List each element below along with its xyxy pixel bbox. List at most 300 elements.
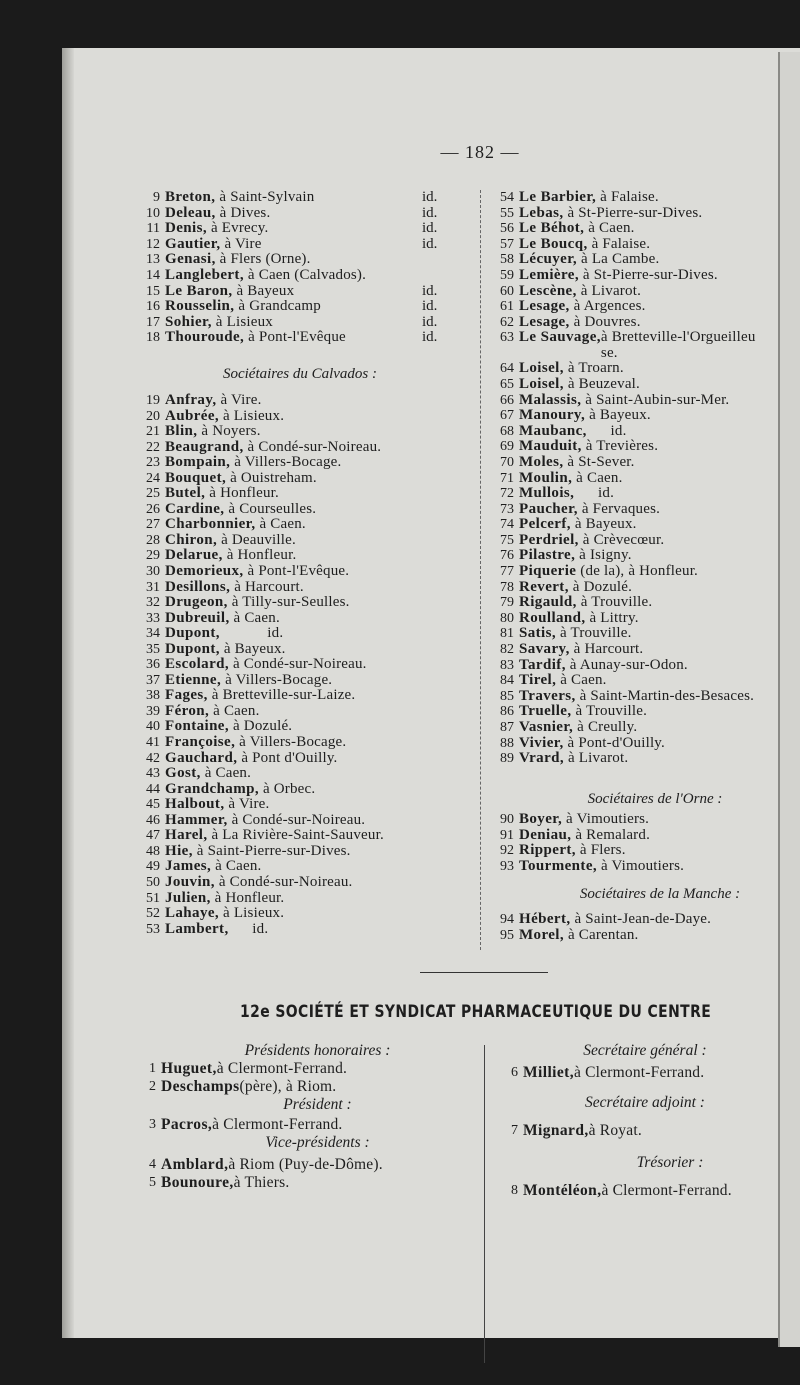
member-row bbox=[488, 704, 778, 720]
member-name: Rigauld, bbox=[519, 594, 577, 611]
member-row bbox=[134, 595, 479, 611]
member-name: Lécuyer, bbox=[519, 251, 578, 268]
member-name: Charbonnier, bbox=[165, 516, 256, 533]
member-row bbox=[488, 377, 778, 393]
member-name: Loisel, bbox=[519, 360, 564, 377]
officer-name: Pacros, bbox=[161, 1116, 213, 1133]
member-place: à Livarot. bbox=[576, 282, 642, 299]
member-place: à Crèvecœur. bbox=[578, 531, 665, 548]
member-place: id. bbox=[228, 920, 269, 937]
member-name: Roulland, bbox=[519, 609, 586, 626]
member-place: à Flers (Orne). bbox=[215, 251, 311, 268]
member-name: Lahaye, bbox=[165, 905, 220, 922]
member-number: 20 bbox=[146, 408, 160, 424]
member-place: à Courseulles. bbox=[224, 500, 317, 517]
member-number: 36 bbox=[146, 657, 160, 673]
member-place: à Honfleur. bbox=[205, 485, 279, 502]
member-number: 22 bbox=[146, 439, 160, 455]
member-name: Jouvin, bbox=[165, 873, 215, 890]
member-row bbox=[134, 330, 474, 346]
member-number: 90 bbox=[500, 812, 514, 827]
member-name: Maubanc, bbox=[519, 422, 587, 439]
bottom-left-officers bbox=[130, 1042, 475, 1192]
member-row bbox=[488, 642, 778, 658]
member-row bbox=[134, 719, 479, 735]
member-name: Lebas, bbox=[519, 204, 564, 221]
member-number: 53 bbox=[146, 921, 160, 937]
member-number: 54 bbox=[500, 190, 514, 205]
member-number: 46 bbox=[146, 812, 160, 828]
member-place: à Saint-Pierre-sur-Dives. bbox=[192, 842, 351, 859]
member-number: 12 bbox=[146, 236, 160, 252]
member-number: 45 bbox=[146, 797, 160, 813]
manche-member-list bbox=[488, 912, 778, 943]
member-place: à Condé-sur-Noireau. bbox=[229, 656, 367, 673]
member-number: 80 bbox=[500, 610, 514, 626]
section-rule bbox=[420, 972, 548, 973]
officer-place: à Clermont-Ferrand. bbox=[573, 1064, 705, 1081]
member-name: Pelcerf, bbox=[519, 516, 571, 533]
officer-number: 1 bbox=[149, 1061, 156, 1076]
officer-name: Huguet, bbox=[161, 1060, 217, 1077]
member-row bbox=[488, 611, 778, 627]
member-name: Cardine, bbox=[165, 500, 225, 517]
officer-number: 2 bbox=[149, 1079, 156, 1094]
member-name: Travers, bbox=[519, 687, 576, 704]
member-row bbox=[488, 268, 778, 284]
member-place: à Falaise. bbox=[596, 190, 659, 205]
member-row bbox=[134, 237, 474, 253]
member-number: 28 bbox=[146, 532, 160, 548]
member-row bbox=[134, 657, 479, 673]
member-row bbox=[134, 673, 479, 689]
member-row bbox=[134, 455, 479, 471]
member-number: 58 bbox=[500, 252, 514, 268]
member-place: à Trouville. bbox=[571, 703, 648, 720]
member-place: à Remalard. bbox=[571, 826, 651, 843]
member-number: 32 bbox=[146, 595, 160, 611]
section-title: 12e SOCIÉTÉ ET SYNDICAT PHARMACEUTIQUE DU CENTRE bbox=[240, 1002, 712, 1022]
member-row bbox=[134, 284, 474, 300]
member-place: à Honfleur. bbox=[210, 889, 285, 906]
member-number: 57 bbox=[500, 236, 514, 252]
member-name: Vrard, bbox=[519, 750, 565, 767]
member-name: Piquerie bbox=[519, 563, 577, 580]
officer-number: 7 bbox=[511, 1123, 518, 1138]
member-number: 92 bbox=[500, 843, 514, 859]
member-name: Rippert, bbox=[519, 842, 576, 859]
member-place: id. bbox=[586, 422, 627, 439]
member-id-mark: id. bbox=[422, 329, 438, 346]
member-place: à Livarot. bbox=[564, 750, 629, 767]
member-name: Julien, bbox=[165, 889, 211, 906]
member-id-mark: id. bbox=[422, 189, 438, 205]
member-row bbox=[134, 409, 479, 425]
member-row bbox=[488, 595, 778, 611]
member-name: Demorieux, bbox=[165, 563, 244, 580]
member-number: 78 bbox=[500, 579, 514, 595]
member-number: 61 bbox=[500, 299, 514, 315]
member-name: Lemière, bbox=[519, 266, 579, 283]
member-row bbox=[134, 626, 479, 642]
member-place: à Pont d'Ouilly. bbox=[237, 749, 338, 766]
member-number: 25 bbox=[146, 486, 160, 502]
column-divider bbox=[480, 190, 481, 950]
member-place: à Caen. bbox=[209, 702, 260, 719]
officer-place: à Royat. bbox=[588, 1122, 642, 1139]
member-name: Le Barbier, bbox=[519, 190, 597, 205]
member-number: 41 bbox=[146, 735, 160, 751]
member-place: à Vimoutiers. bbox=[597, 857, 685, 874]
member-place: à Deauville. bbox=[217, 531, 296, 548]
member-number: 39 bbox=[146, 703, 160, 719]
officer-place: (père), à Riom. bbox=[239, 1078, 337, 1095]
member-row bbox=[488, 673, 778, 689]
member-number: 35 bbox=[146, 641, 160, 657]
member-row bbox=[134, 859, 479, 875]
member-number: 87 bbox=[500, 720, 514, 735]
member-name: Genasi, bbox=[165, 251, 216, 268]
orne-member-list bbox=[488, 812, 778, 874]
member-name: Paucher, bbox=[519, 500, 578, 517]
member-number: 49 bbox=[146, 859, 160, 875]
member-name: Vasnier, bbox=[519, 719, 574, 735]
member-name: Hie, bbox=[165, 842, 193, 859]
member-name: Dupont, bbox=[165, 640, 220, 657]
member-name: Aubrée, bbox=[165, 407, 220, 424]
member-place: à Saint-Jean-de-Daye. bbox=[570, 912, 712, 927]
member-number: 75 bbox=[500, 532, 514, 548]
member-row bbox=[134, 751, 479, 767]
member-number: 60 bbox=[500, 283, 514, 299]
member-number: 19 bbox=[146, 393, 160, 408]
member-row bbox=[134, 906, 479, 922]
member-number: 66 bbox=[500, 392, 514, 408]
officer-row bbox=[130, 1174, 475, 1192]
member-number: 48 bbox=[146, 843, 160, 859]
member-place: à Tilly-sur-Seulles. bbox=[227, 594, 350, 611]
member-name: Revert, bbox=[519, 578, 569, 595]
member-number: 59 bbox=[500, 267, 514, 283]
member-row bbox=[488, 812, 778, 828]
officer-place: à Clermont-Ferrand. bbox=[216, 1060, 348, 1077]
member-row bbox=[488, 408, 778, 424]
member-place: à Dozulé. bbox=[229, 718, 293, 735]
member-row bbox=[134, 221, 474, 237]
officer-name: Deschamps bbox=[161, 1078, 240, 1095]
member-name: Lesage, bbox=[519, 298, 570, 315]
member-number: 42 bbox=[146, 750, 160, 766]
member-number: 30 bbox=[146, 564, 160, 580]
officer-number: 3 bbox=[149, 1117, 156, 1132]
member-row bbox=[488, 736, 778, 752]
member-row bbox=[488, 517, 778, 533]
member-number: 43 bbox=[146, 766, 160, 782]
member-number: 81 bbox=[500, 626, 514, 642]
member-place: à Douvres. bbox=[569, 313, 641, 330]
officer-name: Bounoure, bbox=[161, 1174, 234, 1191]
member-row bbox=[134, 299, 474, 315]
member-row bbox=[134, 548, 479, 564]
member-name: Grandchamp, bbox=[165, 780, 259, 797]
officer-row bbox=[492, 1122, 778, 1140]
member-name: Féron, bbox=[165, 702, 210, 719]
member-number: 94 bbox=[500, 912, 514, 927]
member-number: 69 bbox=[500, 439, 514, 455]
member-name: Halbout, bbox=[165, 796, 225, 813]
member-row bbox=[134, 440, 479, 456]
member-place: à Lisieux. bbox=[219, 407, 285, 424]
officer-name: Milliet, bbox=[523, 1064, 574, 1081]
member-row bbox=[488, 751, 778, 767]
page-number: — 182 — bbox=[440, 142, 520, 162]
member-place: à Condé-sur-Noireau. bbox=[243, 438, 382, 455]
officer-row bbox=[492, 1064, 778, 1082]
member-row bbox=[488, 190, 778, 206]
member-name: Truelle, bbox=[519, 703, 572, 720]
member-row bbox=[134, 797, 479, 813]
member-place: à St-Pierre-sur-Dives. bbox=[563, 204, 703, 221]
member-number: 18 bbox=[146, 330, 160, 346]
officer-place: à Clermont-Ferrand. bbox=[212, 1116, 343, 1133]
member-row bbox=[488, 471, 778, 487]
member-name: Beaugrand, bbox=[165, 438, 244, 455]
officer-row bbox=[130, 1078, 475, 1096]
member-name: Le Boucq, bbox=[519, 235, 588, 252]
member-name: Delarue, bbox=[165, 547, 223, 564]
member-row bbox=[488, 299, 778, 315]
orne-subheading: Sociétaires de l'Orne : bbox=[587, 791, 723, 807]
member-place: à Caen. bbox=[584, 220, 635, 237]
member-number: 23 bbox=[146, 455, 160, 471]
member-place: à Vire bbox=[220, 235, 262, 252]
page-spine-shadow bbox=[62, 48, 74, 1338]
member-name: Sohier, bbox=[165, 313, 212, 330]
left-member-list bbox=[134, 393, 479, 937]
member-number: 72 bbox=[500, 486, 514, 502]
member-name: Hébert, bbox=[519, 912, 571, 927]
member-place: à Pont-d'Ouilly. bbox=[563, 734, 665, 751]
member-name: Morel, bbox=[519, 926, 565, 943]
member-name: Lambert, bbox=[165, 920, 229, 937]
member-number: 63 bbox=[500, 330, 514, 346]
left-top-list bbox=[134, 190, 474, 346]
member-row bbox=[488, 626, 778, 642]
member-name: Malassis, bbox=[519, 391, 582, 408]
member-place: à Saint-Sylvain bbox=[215, 189, 315, 205]
member-place: à Villers-Bocage. bbox=[230, 454, 342, 471]
member-name: Moles, bbox=[519, 453, 564, 470]
member-number: 64 bbox=[500, 361, 514, 377]
officer-number: 8 bbox=[511, 1183, 518, 1198]
member-row bbox=[134, 393, 479, 409]
member-place: à Evrecy. bbox=[207, 220, 269, 237]
member-name: Tardif, bbox=[519, 656, 566, 673]
member-name: Dubreuil, bbox=[165, 609, 230, 626]
member-place: à Bayeux bbox=[232, 282, 295, 299]
member-number: 67 bbox=[500, 408, 514, 424]
member-id-mark: id. bbox=[422, 204, 438, 221]
member-number: 44 bbox=[146, 781, 160, 797]
member-row bbox=[134, 766, 479, 782]
member-row bbox=[488, 859, 778, 875]
member-row bbox=[488, 548, 778, 564]
member-place: à La Rivière-Saint-Sauveur. bbox=[207, 827, 384, 844]
member-name: Dupont, bbox=[165, 625, 220, 642]
member-name: Manoury, bbox=[519, 407, 586, 424]
member-place: à Bayeux. bbox=[585, 407, 651, 424]
member-number: 55 bbox=[500, 205, 514, 221]
member-name: Gauchard, bbox=[165, 749, 238, 766]
member-place: à St-Pierre-sur-Dives. bbox=[578, 266, 718, 283]
member-row bbox=[134, 206, 474, 222]
presidents-honoraires-label: Présidents honoraires : bbox=[244, 1042, 391, 1059]
member-number: 24 bbox=[146, 470, 160, 486]
member-row bbox=[134, 782, 479, 798]
member-number: 27 bbox=[146, 517, 160, 533]
member-row bbox=[134, 315, 474, 331]
member-row bbox=[134, 252, 474, 268]
member-place: à Honfleur. bbox=[222, 547, 297, 564]
member-name: Tirel, bbox=[519, 672, 557, 689]
officer-number: 4 bbox=[149, 1157, 156, 1172]
member-row bbox=[488, 564, 778, 580]
member-place: à Harcourt. bbox=[230, 578, 304, 595]
member-name: Denis, bbox=[165, 220, 207, 237]
member-row bbox=[488, 580, 778, 596]
officer-name: Amblard, bbox=[161, 1156, 229, 1173]
member-name: Anfray, bbox=[165, 392, 217, 408]
member-row bbox=[134, 268, 474, 284]
member-place: à Villers-Bocage. bbox=[235, 734, 347, 751]
member-name: Lesage, bbox=[519, 313, 570, 330]
member-place: id. bbox=[574, 485, 615, 502]
member-row bbox=[488, 424, 778, 440]
member-row bbox=[488, 455, 778, 471]
member-row bbox=[488, 284, 778, 300]
member-name: Bompain, bbox=[165, 454, 231, 471]
member-name: Satis, bbox=[519, 625, 556, 642]
member-place: à Falaise. bbox=[587, 235, 651, 252]
member-row bbox=[134, 642, 479, 658]
member-place: à Bretteville-sur-Laize. bbox=[207, 687, 356, 704]
member-number: 50 bbox=[146, 874, 160, 890]
member-place: à Troarn. bbox=[563, 360, 624, 377]
member-number: 31 bbox=[146, 579, 160, 595]
right-member-list bbox=[488, 190, 778, 767]
member-number: 29 bbox=[146, 548, 160, 564]
member-name: Hammer, bbox=[165, 811, 228, 828]
member-id-mark: id. bbox=[422, 235, 438, 252]
member-row bbox=[134, 844, 479, 860]
member-number: 52 bbox=[146, 906, 160, 922]
manche-subheading: Sociétaires de la Manche : bbox=[579, 886, 741, 902]
member-name: Moulin, bbox=[519, 469, 573, 486]
member-row bbox=[134, 611, 479, 627]
member-place: à Creully. bbox=[573, 719, 638, 735]
member-row bbox=[134, 502, 479, 518]
bottom-right-officers bbox=[492, 1042, 778, 1200]
member-row bbox=[488, 252, 778, 268]
member-place: à Caen. bbox=[255, 516, 306, 533]
officer-row bbox=[130, 1060, 475, 1078]
member-place: à Pont-l'Evêque bbox=[244, 329, 346, 346]
member-name: Le Sauvage, bbox=[519, 329, 601, 346]
member-name: Chiron, bbox=[165, 531, 218, 548]
member-number: 21 bbox=[146, 424, 160, 440]
member-row bbox=[488, 315, 778, 331]
member-place: à Caen (Calvados). bbox=[243, 266, 367, 283]
member-place: à Bretteville-l'Orgueilleuse. bbox=[600, 329, 756, 361]
member-row bbox=[134, 688, 479, 704]
member-place: à Caen. bbox=[229, 609, 280, 626]
member-name: Perdriel, bbox=[519, 531, 579, 548]
member-number: 33 bbox=[146, 610, 160, 626]
member-number: 73 bbox=[500, 501, 514, 517]
member-row bbox=[134, 424, 479, 440]
member-place: à Isigny. bbox=[575, 547, 632, 564]
member-name: James, bbox=[165, 858, 212, 875]
member-row bbox=[488, 237, 778, 253]
secretaire-adjoint-label: Secrétaire adjoint : bbox=[585, 1094, 705, 1111]
member-name: Françoise, bbox=[165, 734, 236, 751]
member-name: Fages, bbox=[165, 687, 208, 704]
member-name: Gautier, bbox=[165, 235, 221, 252]
member-row bbox=[488, 361, 778, 377]
member-name: Thouroude, bbox=[165, 329, 245, 346]
member-row bbox=[488, 486, 778, 502]
member-row bbox=[488, 221, 778, 237]
member-number: 88 bbox=[500, 735, 514, 751]
member-row bbox=[488, 828, 778, 844]
member-name: Drugeon, bbox=[165, 594, 228, 611]
member-place: à Trouville. bbox=[556, 625, 632, 642]
member-row bbox=[134, 471, 479, 487]
member-row bbox=[134, 828, 479, 844]
member-place: à Dives. bbox=[215, 204, 271, 221]
member-place: à Dozulé. bbox=[568, 578, 633, 595]
member-number: 93 bbox=[500, 858, 514, 874]
member-number: 86 bbox=[500, 704, 514, 720]
member-place: à Caen. bbox=[572, 469, 623, 486]
member-row bbox=[134, 580, 479, 596]
member-row bbox=[488, 533, 778, 549]
member-name: Breton, bbox=[165, 189, 216, 205]
member-place: à Vire. bbox=[224, 796, 270, 813]
member-place: à Beuzeval. bbox=[563, 375, 641, 392]
member-number: 65 bbox=[500, 376, 514, 392]
member-place: à Orbec. bbox=[259, 780, 316, 797]
member-place: à Littry. bbox=[585, 609, 639, 626]
officer-place: à Riom (Puy-de-Dôme). bbox=[228, 1156, 383, 1173]
member-name: Loisel, bbox=[519, 375, 564, 392]
member-place: à Caen. bbox=[211, 858, 262, 875]
member-row bbox=[488, 330, 778, 361]
member-name: Tourmente, bbox=[519, 857, 598, 874]
officer-name: Montéléon, bbox=[523, 1182, 602, 1199]
officer-name: Mignard, bbox=[523, 1122, 589, 1139]
member-place: à Harcourt. bbox=[569, 641, 644, 658]
member-place: à Carentan. bbox=[564, 926, 639, 943]
member-number: 16 bbox=[146, 299, 160, 315]
member-id-mark: id. bbox=[422, 220, 438, 237]
member-number: 71 bbox=[500, 470, 514, 486]
member-name: Harel, bbox=[165, 827, 208, 844]
secretaire-general-label: Secrétaire général : bbox=[583, 1042, 707, 1059]
member-number: 26 bbox=[146, 501, 160, 517]
member-row bbox=[488, 393, 778, 409]
member-name: Rousselin, bbox=[165, 298, 235, 315]
